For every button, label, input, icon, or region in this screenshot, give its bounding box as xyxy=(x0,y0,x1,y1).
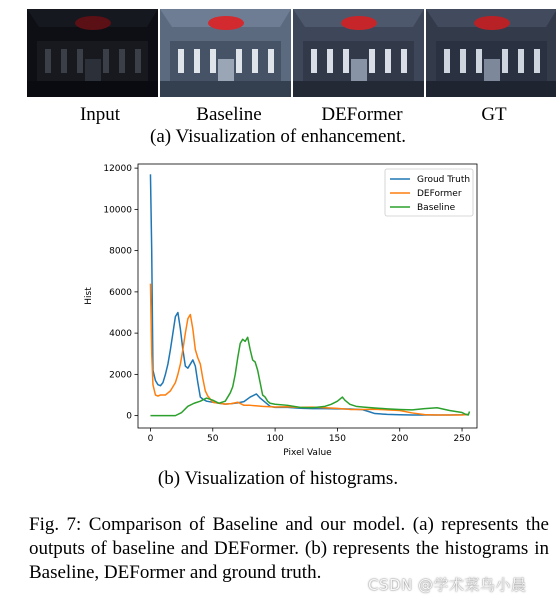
x-axis-label: Pixel Value xyxy=(283,448,332,458)
x-tick-label: 50 xyxy=(207,434,219,444)
thumbnail-labels xyxy=(0,104,556,126)
label-input: Input xyxy=(79,104,121,125)
y-tick-label: 6000 xyxy=(109,287,132,298)
label-deformer: DEFormer xyxy=(321,104,403,125)
baseline-image xyxy=(160,9,291,97)
x-tick-label: 200 xyxy=(391,434,409,444)
series-line-baseline xyxy=(150,337,469,415)
y-tick-label: 8000 xyxy=(109,246,132,257)
y-tick-label: 4000 xyxy=(109,329,132,340)
x-tick-label: 150 xyxy=(328,434,347,444)
deformer-image xyxy=(293,9,424,97)
x-tick-label: 100 xyxy=(266,434,284,444)
legend-label: Groud Truth xyxy=(417,175,471,185)
x-tick-label: 0 xyxy=(147,434,154,444)
legend xyxy=(385,169,473,216)
y-tick-label: 10000 xyxy=(103,205,132,216)
caption-a: (a) Visualization of enhancement. xyxy=(150,126,406,147)
y-axis-label: Hist xyxy=(84,287,94,305)
label-gt: GT xyxy=(481,104,507,125)
legend-label: Baseline xyxy=(417,203,456,213)
y-tick-label: 0 xyxy=(126,411,132,422)
gt-image xyxy=(426,9,556,97)
figure-caption: Fig. 7: Comparison of Baseline and our model. (a) represents the outputs of baseline and DEFormer. (b) represents the histograms in Baseline, DEFormer and ground truth. xyxy=(29,514,549,583)
watermark: CSDN @学术菜鸟小晨 xyxy=(368,576,527,594)
caption-b: (b) Visualization of histograms. xyxy=(157,468,399,489)
x-tick-label: 250 xyxy=(453,434,471,444)
y-tick-label: 12000 xyxy=(103,164,132,175)
histogram-svg xyxy=(75,158,495,458)
input-image xyxy=(27,9,158,97)
enhancement-thumbnails xyxy=(27,9,556,97)
series-line-deformer xyxy=(150,284,468,415)
histogram-chart xyxy=(75,158,495,458)
label-baseline: Baseline xyxy=(196,104,262,125)
legend-label: DEFormer xyxy=(417,189,462,199)
y-tick-label: 2000 xyxy=(109,370,132,381)
